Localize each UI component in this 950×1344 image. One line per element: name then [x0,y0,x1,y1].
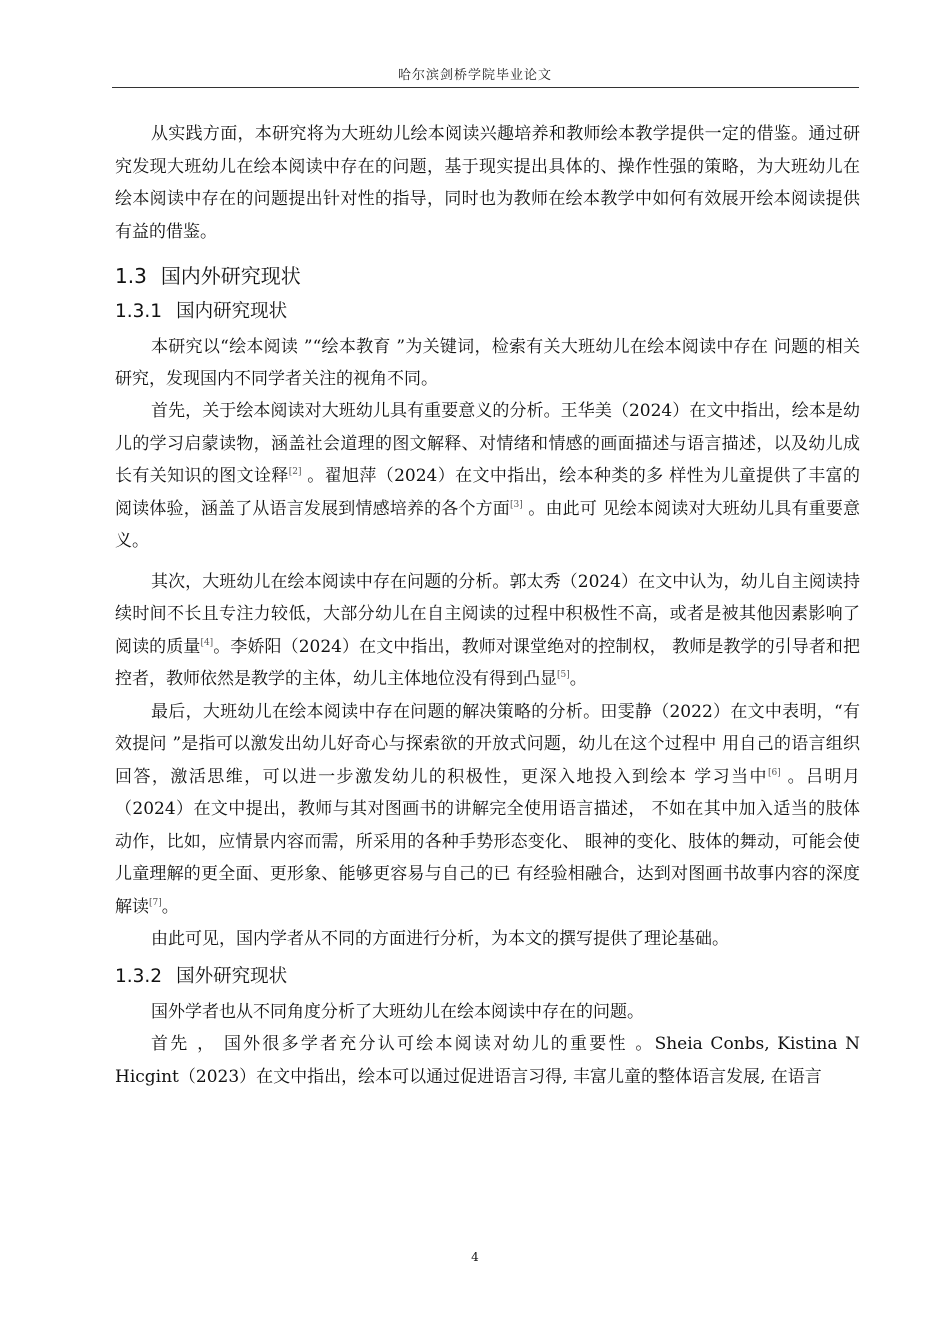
subsection-number: 1.3.2 [115,965,163,987]
paragraph-text: 首先，关于绘本阅读对大班幼儿具有重要意义的分析。王华美（2024）在文中指出，绘本是幼儿的学习启蒙读物，涵盖社会道理的图文解释、对情绪和情感的画面描述与语言描述，以及幼儿成长有关知识的图文诠释 [115,401,860,486]
domestic-paragraph-strategies [115,696,860,924]
citation-marker: [5] [557,670,570,680]
citation-marker: [4] [200,637,214,648]
intro-paragraph: 从实践方面，本研究将为大班幼儿绘本阅读兴趣培养和教师绘本教学提供一定的借鉴。通过研究发现大班幼儿在绘本阅读中存在的问题，基于现实提出具体的、操作性强的策略，为大班幼儿在绘本阅读中存在的问题提出针对性的指导，同时也为教师在绘本教学中如何有效展开绘本阅读提供有益的借鉴。 [115,124,860,242]
paragraph-text: 。由此可 见绘本阅读对大班幼儿具有重要意义。 [115,498,861,551]
citation-marker: [3] [509,499,523,510]
subsection-heading-1-3-1 [115,297,860,323]
paragraph-spacer [115,558,860,566]
section-number: 1.3 [115,264,147,288]
domestic-paragraph-problems [115,566,860,696]
section-title: 国内外研究现状 [160,264,301,288]
citation-marker: [7] [149,897,162,908]
section-heading-1-3 [115,260,860,289]
paragraph-text: 。 [569,669,587,689]
paragraph-text: 最后，大班幼儿在绘本阅读中存在问题的解决策略的分析。田雯静（2022）在文中表明，“有效提问 ”是指可以激发出幼儿好奇心与探索欲的开放式问题，幼儿在这个过程中 用自己的语言组织回答，激活思维，可以进一步激发幼儿的积极性，更深入地投入到绘本 学习当中 [115,701,860,787]
page-number: 4 [471,1250,479,1264]
domestic-paragraph-significance [115,395,860,558]
foreign-intro-paragraph: 国外学者也从不同角度分析了大班幼儿在绘本阅读中存在的问题。 [151,1001,644,1022]
subsection-title: 国内研究现状 [176,301,288,322]
domestic-summary-paragraph: 由此可见，国内学者从不同的方面进行分析，为本文的撰写提供了理论基础。 [151,929,729,949]
page-body [115,118,860,1093]
paragraph-text: 。吕明月（2024）在文中提出，教师与其对图画书的讲解完全使用语言描述， 不如在其中加入适当的肢体动作，比如，应情景内容而需，所采用的各种手势形态变化、 眼神的变化、肢体的舞动，可能会使儿童理解的更全面、更形象、能够更容易与自己的已 有经验相融合，达到对图画书故事内容的深度解读 [115,766,860,917]
subsection-title: 国外研究现状 [176,965,288,987]
foreign-paragraph-significance: 首先 ， 国外很多学者充分认可绘本阅读对幼儿的重要性 。Sheia Conbs, Kistina N Hicgint（2023）在文中指出，绘本可以通过促进语言习得, 丰富儿童的整体语言发展, 在语言 [115,1034,860,1087]
domestic-intro-paragraph: 本研究以“绘本阅读 ”“绘本教育 ”为关键词，检索有关大班幼儿在绘本阅读中存在 问题的相关研究，发现国内不同学者关注的视角不同。 [115,337,860,389]
paragraph-text: 其次，大班幼儿在绘本阅读中存在问题的分析。郭太秀（2024）在文中认为，幼儿自主阅读持续时间不长且专注力较低，大部分幼儿在自主阅读的过程中积极性不高，或者是被其他因素影响了阅读的质量 [115,571,860,657]
subsection-heading-1-3-2 [115,962,860,988]
citation-marker: [6] [768,767,781,778]
citation-marker: [2] [288,467,302,477]
running-header: 哈尔滨剑桥学院毕业论文 [397,68,552,83]
paragraph-text: 。翟旭萍（2024）在文中指出，绘本种类的多 样性为儿童提供了丰富的阅读体验，涵盖了从语言发展到情感培养的各个方面 [115,466,860,519]
paragraph-text: 。李娇阳（2024）在文中指出，教师对课堂绝对的控制权， 教师是教学的引导者和把控者，教师依然是教学的主体，幼儿主体地位没有得到凸显 [115,636,861,689]
paragraph-text: 。 [161,896,179,917]
subsection-number: 1.3.1 [115,301,163,322]
header-divider [112,87,859,88]
